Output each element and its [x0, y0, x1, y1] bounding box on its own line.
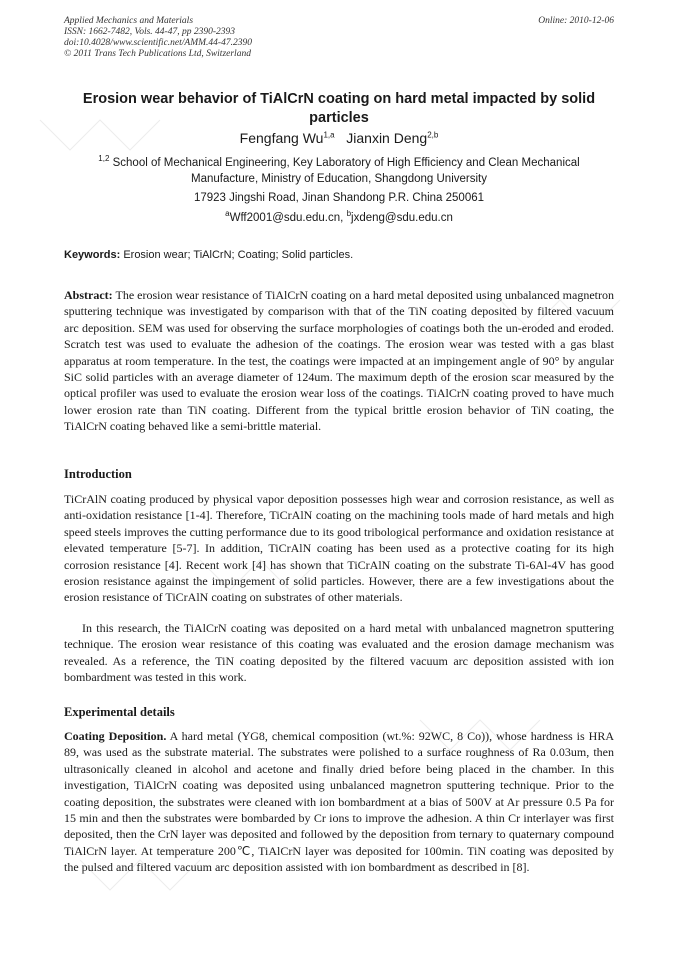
- email-link[interactable]: jxdeng@sdu.edu.cn: [351, 212, 453, 224]
- email-sup: b: [346, 209, 352, 219]
- doi: doi:10.4028/www.scientific.net/AMM.44-47.2390: [64, 38, 252, 48]
- keywords: [64, 249, 614, 261]
- email-sup: a: [225, 209, 230, 219]
- keywords-text: Erosion wear; TiAlCrN; Coating; Solid particles.: [123, 249, 354, 261]
- abstract: [64, 287, 614, 435]
- author-sup: 2,b: [427, 130, 439, 140]
- email-link[interactable]: Wff2001@sdu.edu.cn,: [229, 212, 344, 224]
- author-name: Fengfang Wu: [239, 130, 324, 146]
- author-sup: 1,a: [323, 130, 335, 140]
- affiliation-text: School of Mechanical Engineering, Key Laboratory of High Efficiency and Clean Mechanical Manufacture, Ministry of Education, Shangdong University: [112, 157, 580, 185]
- affiliation: [64, 155, 614, 187]
- introduction-paragraph-2: In this research, the TiAlCrN coating was deposited on a hard metal with unbalanced magnetron sputtering technique. The erosion wear resistance of this coating was evaluated and the erosion damage mechanism was revealed. As a reference, the TiN coating deposited by the filtered vacuum arc deposition assisted with ion bombardment was tested in this work.: [64, 621, 614, 685]
- journal-header: [64, 16, 252, 60]
- keywords-label: Keywords:: [64, 249, 121, 261]
- author-list: [64, 130, 614, 146]
- coating-deposition-label: Coating Deposition.: [64, 729, 167, 743]
- abstract-label: Abstract:: [64, 288, 113, 302]
- author-name: Jianxin Deng: [346, 130, 428, 146]
- journal-name: Applied Mechanics and Materials: [64, 16, 194, 26]
- email-line: [64, 209, 614, 224]
- paper-title: Erosion wear behavior of TiAlCrN coating on hard metal impacted by solid particles: [82, 91, 596, 126]
- online-date: Online: 2010-12-06: [538, 16, 614, 26]
- affiliation-sup: 1,2: [98, 154, 110, 164]
- address: 17923 Jingshi Road, Jinan Shandong P.R. China 250061: [193, 192, 485, 204]
- abstract-text: The erosion wear resistance of TiAlCrN coating on a hard metal deposited using unbalanced magnetron sputtering technique was investigated by comparison with that of the TiN coating deposited by filtered vacuum arc deposition. SEM was used for observing the surface morphologies of coatings both the un-eroded and eroded. Scratch test was used to evaluate the adhesion of the coatings. The erosion wear was tested with a gas blast apparatus at room temperature. In the test, the coatings were impacted at an impingement angle of 90° by angular SiC solid particles with an average diameter of 124um. The maximum depth of the erosion scar measured by the optical profiler was used to evaluate the erosion wear loss of the coatings. TiAlCrN coating proved to have much lower erosion rate than TiN coating. Different from the typical brittle erosion behavior of TiN coating, the TiAlCrN coating behaved like a semi-brittle material.: [64, 288, 614, 434]
- experimental-heading: Experimental details: [64, 705, 175, 719]
- copyright: © 2011 Trans Tech Publications Ltd, Switzerland: [64, 49, 251, 59]
- introduction-heading: Introduction: [64, 467, 132, 481]
- issn: ISSN: 1662-7482, Vols. 44-47, pp 2390-2393: [64, 27, 235, 37]
- coating-deposition-paragraph: [64, 728, 614, 876]
- introduction-paragraph-1: TiCrAlN coating produced by physical vapor deposition possesses high wear and corrosion resistance, as well as anti-oxidation resistance [1-4]. Therefore, TiCrAlN coating on the machining tools made of hard metals and high speed steels improves the cutting performance due to its good tribological performance and oxidation resistance at elevated temperature [5-7]. In addition, TiCrAlN coating has been used as a protective coating for its high corrosion resistance [4]. Recent work [4] has shown that TiCrAlN coating on the substrate Ti-6Al-4V has good erosion resistance against the impingement of solid particles. However, there are a few investigations about the erosion resistance of TiCrAlN coating on substrates of other materials.: [64, 492, 614, 605]
- coating-deposition-text: A hard metal (YG8, chemical composition (wt.%: 92WC, 8 Co)), whose hardness is HRA 89, was used as the substrate material. The substrates were polished to a surface roughness of Ra 0.03um, then ultrasonically cleaned in alcohol and acetone and finally dried before being placed in the chamber. In this investigation, TiAlCrN coating was deposited using unbalanced magnetron sputtering technique. Prior to the coating deposition, the substrates were cleaned with ion bombardment at a bias of 500V at Ar pressure 0.5 Pa for 15 min and then the substrates were bombarded by Cr ions to improve the adhesion. A thin Cr interlayer was first deposited, then the CrN layer was deposited and followed by the deposition from ternary to quaternary compound TiAlCrN layer. At temperature 200℃, TiAlCrN layer was deposited for 100min. TiN coating was deposited by the pulsed and filtered vacuum arc deposition assisted with ion bombardment as described in [8].: [64, 729, 615, 875]
